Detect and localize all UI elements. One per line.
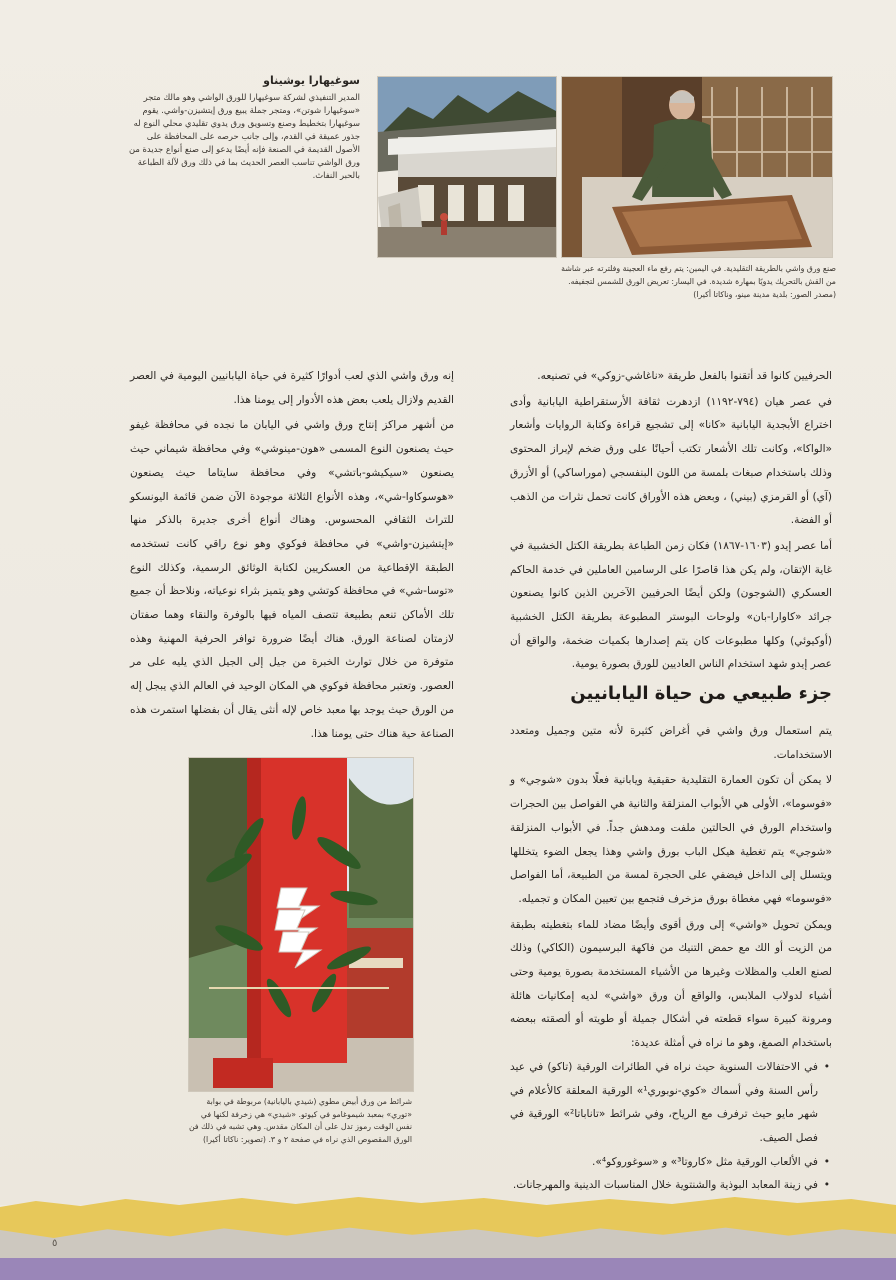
paragraph: من أشهر مراكز إنتاج ورق واشي في اليابان ما نجده في محافظة غيفو حيث يصنعون النوع المسمى «هون-مينوشي» وفي محافظة شيماني حيث يصنعون «سيكيشو-باتشي» وفي محافظة سايتاما حيث يصنعون «هوسوكاوا-شي»، وهذه الأنواع الثلاثة موجودة الآن ضمن قائمة اليونسكو للتراث الثقافي المحسوس. وهناك أنواع أخرى جديرة بالذكر منها «إيتشيزن-واشي» في محافظة فوكوي وهو نوع راقي كانت تستخدمه الطبقة الإقطاعية من العسكريين لكتابة الوثائق الرسمية، وكذلك النوع «توسا-شي» في محافظة كوتشي وهو يتميز بثراء نوعياته، ونلاحظ أن جميع تلك الأماكن تنعم بطبيعة تتصف المياه فيها بالوفرة والنقاء وهما صفتان لازمتان لصناعة الورق. هناك أيضًا ضرورة توافر الحرفية المهنية وهذه متوفرة من خلال توارث الخبرة من جيل إلى الجيل الذي يليه على مر العصور. وتعتبر محافظة فوكوي هي المكان الوحيد في العالم الذي يبجل إله من الورق حيث يوجد بها معبد خاص لإله أنثى يقال أن بفضلها استمرت هذه الصناعة حية هناك حتى يومنا هذا. xyxy=(130,419,454,740)
paragraph: الحرفيين كانوا قد أتقنوا بالفعل طريقة «ناغاشي-زوكي» في تصنيعه. xyxy=(537,370,832,382)
paragraph: إنه ورق واشي الذي لعب أدوارًا كثيرة في حياة اليابانيين اليومية في العصر القديم ولازال يلعب بعض هذه الأدوار إلى يومنا هذا. xyxy=(130,370,454,406)
photo-paper-drying xyxy=(377,76,557,258)
paragraph: ويمكن تحويل «واشي» إلى ورق أقوى وأيضًا مضاد للماء بتغطيته بطبقة من الزيت أو الك مع حمض التنيك من فاكهة البرسيمون (الكاكي) وذلك لصنع العلب والمظلات وغيرها من الأشياء المستخدمة بصورة يومية وحتى أشياء لدولاب الملابس، والواقع أن ورق «واشي» لديه إمكانيات هائلة ومرونة كبيرة سواء قطعته في أشكال جميلة أو طويته أو ألصقته ببعضه باستخدام الصمغ، وهو ما نراه في أمثلة عديدة: xyxy=(510,918,832,1050)
photo-papermaker xyxy=(561,76,833,258)
right-column-top xyxy=(510,365,832,677)
right-column-bottom xyxy=(510,720,832,1198)
list-item: • في الاحتفالات السنوية حيث نراه في الطائرات الورقية (تاكو) في عيد رأس السنة وفي أسماك «كوي-نوبوري¹» الورقية المعلقة كالأعلام في شهر مايو حيث ترفرف مع الرياح، وفي شرائط «تاناباتا²» الورقية في فصل الصيف. xyxy=(510,1056,818,1151)
page-number: ٥ xyxy=(52,1238,58,1249)
paragraph: في عصر هيان (٧٩٤-١١٩٢) ازدهرت ثقافة الأرستقراطية اليابانية وأدى اختراع الأبجدية اليابانية «كانا» إلى تشجيع قراءة وكتابة الروايات وأشعار «الواكا»، وكانت تلك الأشعار تكتب أحيانًا على ورق ضخم لإبراز المحتوى وذلك باستخدام صبغات بلمسة من اللون البنفسجي (موراساكي) أو الأزرق (آي) أو القرمزي (بيني) ، وبعض هذه الأوراق كانت تحمل نثرات من الذهب أو الفضة. xyxy=(510,395,832,527)
list-item: • في زينة المعابد البوذية والشنتوية خلال المناسبات الدينية والمهرجانات. xyxy=(510,1174,818,1198)
bio-name: سوغيهارا يوشيناو xyxy=(263,74,360,87)
paragraph: لا يمكن أن تكون العمارة التقليدية حقيقية ويابانية فعلًا بدون «شوجي» و «فوسوما»، الأولى هي الأبواب المنزلقة والثانية هي الفواصل بين الحجرات واستخدام الورق في الحالتين ملفت ومدهش جداً. في الأبواب المنزلقة «شوجي» يتم تغطية هيكل الباب بورق واشي وهذا يجعل الضوء يتخللها ويتسلل إلى الداخل فيضفي على الحجرة لمسة من الطبيعة، أما الفواصل «فوسوما» فهي مغطاة بورق مزخرف فتجمع بين تعيين المكان و تجميله. xyxy=(510,774,832,905)
bio-block xyxy=(128,74,360,182)
photo-caption-torii: شرائط من ورق أبيض مطوي (شيدي باليابانية) مربوطة في بوابة «توري» بمعبد شيموغامو في كيوتو. «شيدي» هي زخرفة لكنها في نفس الوقت رموز تدل على أن المكان مقدس. وهي تشبه في ذلك فن الورق المقصوص الذي نراه في صفحة ٢ و ٣. (تصوير: ناكاتا أكيرا) xyxy=(188,1097,412,1144)
photo-caption-top: صنع ورق واشي بالطريقة التقليدية. في اليمين: يتم رفع ماء العجينة وفلترته عبر شاشة من القش بالتحريك يدويًا بمهارة شديدة. في اليسار: تعريض الورق للشمس لتجفيفه. (مصدر الصور: بلدية مدينة مينو، وناكاتا أكيرا) xyxy=(561,264,836,299)
paragraph: يتم استعمال ورق واشي في أغراض كثيرة لأنه متين وجميل ومتعدد الاستخدامات. xyxy=(510,725,832,761)
list-item: • في الألعاب الورقية مثل «كاروتا³» و «سوغوروكو⁴». xyxy=(510,1151,818,1175)
section-title: جزء طبيعي من حياة اليابانيين xyxy=(570,683,832,704)
examples-list xyxy=(510,1056,832,1198)
paragraph: أما عصر إيدو (١٦٠٣-١٨٦٧) فكان زمن الطباعة بطريقة الكتل الخشبية في غاية الإتقان، ولم يكن هذا قاصرًا على الرسامين العاملين في خدمة الحاكم العسكري (الشوجون) ولكن أيضًا الحرفيين الآخرين الذين كانوا يصنعون جرائد «كاوارا-بان» ولوحات البوستر المطبوعة بطريقة الكتل الخشبية (أوكيوئي) وكلها مطبوعات كان يتم إصدارها بكميات ضخمة، والواقع أن عصر إيدو شهد استخدام الناس العاديين للورق بصورة يومية. xyxy=(510,539,832,671)
bio-text: المدير التنفيذي لشركة سوغيهارا للورق الواشي وهو مالك متجر «سوغيهارا شوتن»، ومتجر جملة يبيع ورق إيتشيزن-واشي. يقوم سوغيهارا بتخطيط وصنع وتسويق ورق يدوي تقليدي محلي النوع له جذور عميقة في القدم، وإلى جانب حرصه على المحافظة على الأصول القديمة في الصنعة فإنه أيضًا يدعو إلى صنع أنواع جديدة من ورق الواشي تناسب العصر الحديث بما في ذلك ورق لآلة الطباعة بالحبر النفاث. xyxy=(129,92,360,180)
left-column xyxy=(130,365,454,746)
photo-torii-shide xyxy=(188,757,414,1092)
bottom-purple-band xyxy=(0,1258,896,1280)
